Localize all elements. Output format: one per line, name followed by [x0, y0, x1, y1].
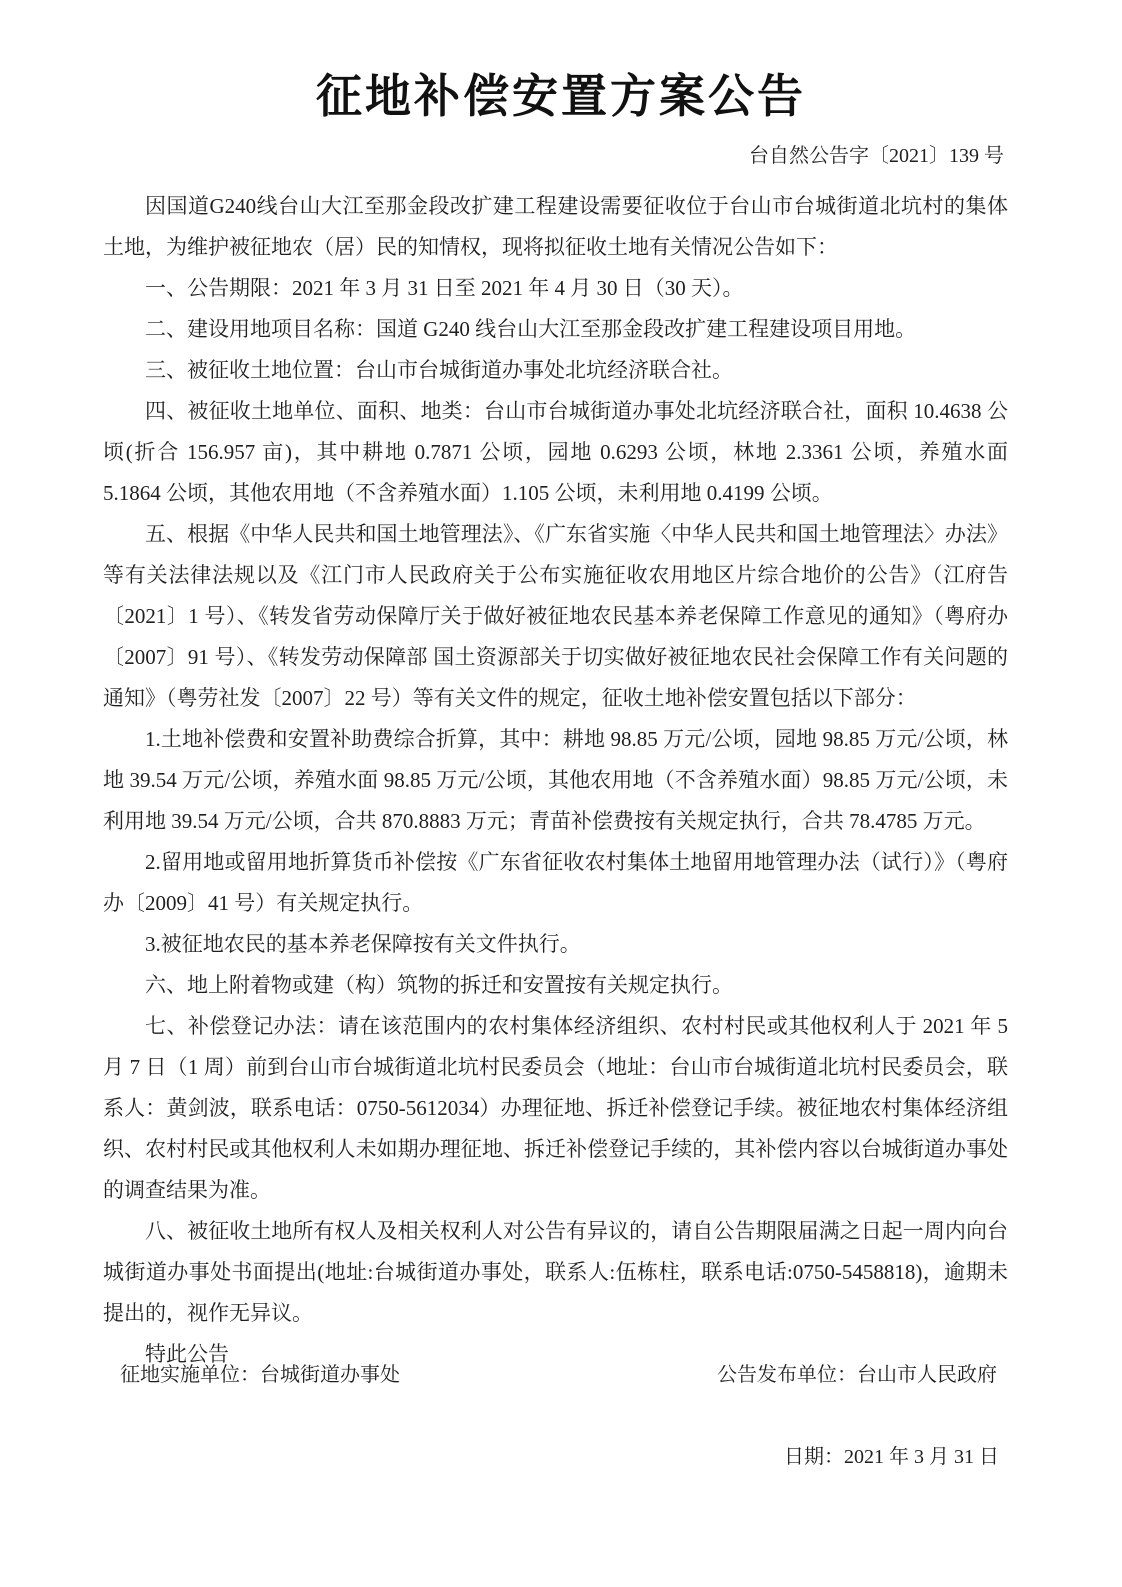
footer-units — [120, 1360, 997, 1390]
paragraph: 三、被征收土地位置：台山市台城街道办事处北坑经济联合社。 — [145, 358, 733, 382]
document-ref-number: 台自然公告字〔2021〕139 号 — [749, 145, 1004, 167]
publish-unit: 公告发布单位：台山市人民政府 — [717, 1364, 997, 1386]
document-body — [103, 186, 1008, 1375]
paragraph: 五、根据《中华人民共和国土地管理法》、《广东省实施〈中华人民共和国土地管理法〉办法》等有关法律法规以及《江门市人民政府关于公布实施征收农用地区片综合地价的公告》（江府告〔2021〕1 号）、《转发省劳动保障厅关于做好被征地农民基本养老保障工作意见的通知》（粤府办〔2007〕91 号）、《转发劳动保障部 国土资源部关于切实做好被征地农民社会保障工作有关问题的通知》（粤劳社发〔2007〕22 号）等有关文件的规定，征收土地补偿安置包括以下部分： — [103, 522, 1008, 710]
paragraph: 四、被征收土地单位、面积、地类：台山市台城街道办事处北坑经济联合社，面积 10.4638 公顷(折合 156.957 亩)，其中耕地 0.7871 公顷，园地 0.6293 公顷，林地 2.3361 公顷，养殖水面 5.1864 公顷，其他农用地（不含养殖水面）1.105 公顷，未利用地 0.4199 公顷。 — [103, 399, 1008, 505]
implement-unit: 征地实施单位：台城街道办事处 — [120, 1364, 400, 1386]
paragraph: 七、补偿登记办法：请在该范围内的农村集体经济组织、农村村民或其他权利人于 2021 年 5 月 7 日（1 周）前到台山市台城街道北坑村民委员会（地址：台山市台城街道北坑村民委员会，联系人：黄剑波，联系电话：0750-5612034）办理征地、拆迁补偿登记手续。被征地农村集体经济组织、农村村民或其他权利人未如期办理征地、拆迁补偿登记手续的，其补偿内容以台城街道办事处的调查结果为准。 — [103, 1014, 1008, 1202]
document-title: 征地补偿安置方案公告 — [316, 71, 806, 122]
footer-date: 日期：2021 年 3 月 31 日 — [784, 1446, 999, 1468]
paragraph: 八、被征收土地所有权人及相关权利人对公告有异议的，请自公告期限届满之日起一周内向台城街道办事处书面提出(地址:台城街道办事处，联系人:伍栋柱，联系电话:0750-5458818)，逾期未提出的，视作无异议。 — [103, 1219, 1008, 1325]
paragraph: 一、公告期限：2021 年 3 月 31 日至 2021 年 4 月 30 日（30 天）。 — [145, 276, 744, 300]
paragraph: 二、建设用地项目名称：国道 G240 线台山大江至那金段改扩建工程建设项目用地。 — [145, 317, 917, 341]
paragraph: 1.土地补偿费和安置补助费综合折算，其中：耕地 98.85 万元/公顷，园地 98.85 万元/公顷，林地 39.54 万元/公顷，养殖水面 98.85 万元/公顷，其他农用地（不含养殖水面）98.85 万元/公顷，未利用地 39.54 万元/公顷，合共 870.8883 万元；青苗补偿费按有关规定执行，合共 78.4785 万元。 — [103, 727, 1008, 833]
paragraph: 六、地上附着物或建（构）筑物的拆迁和安置按有关规定执行。 — [145, 973, 733, 997]
paragraph: 3.被征地农民的基本养老保障按有关文件执行。 — [145, 932, 581, 956]
paragraph: 2.留用地或留用地折算货币补偿按《广东省征收农村集体土地留用地管理办法（试行）》（粤府办〔2009〕41 号）有关规定执行。 — [103, 850, 1008, 915]
paragraph: 因国道G240线台山大江至那金段改扩建工程建设需要征收位于台山市台城街道北坑村的集体土地，为维护被征地农（居）民的知情权，现将拟征收土地有关情况公告如下： — [103, 194, 1008, 259]
paragraph: 特此公告 — [145, 1342, 229, 1366]
